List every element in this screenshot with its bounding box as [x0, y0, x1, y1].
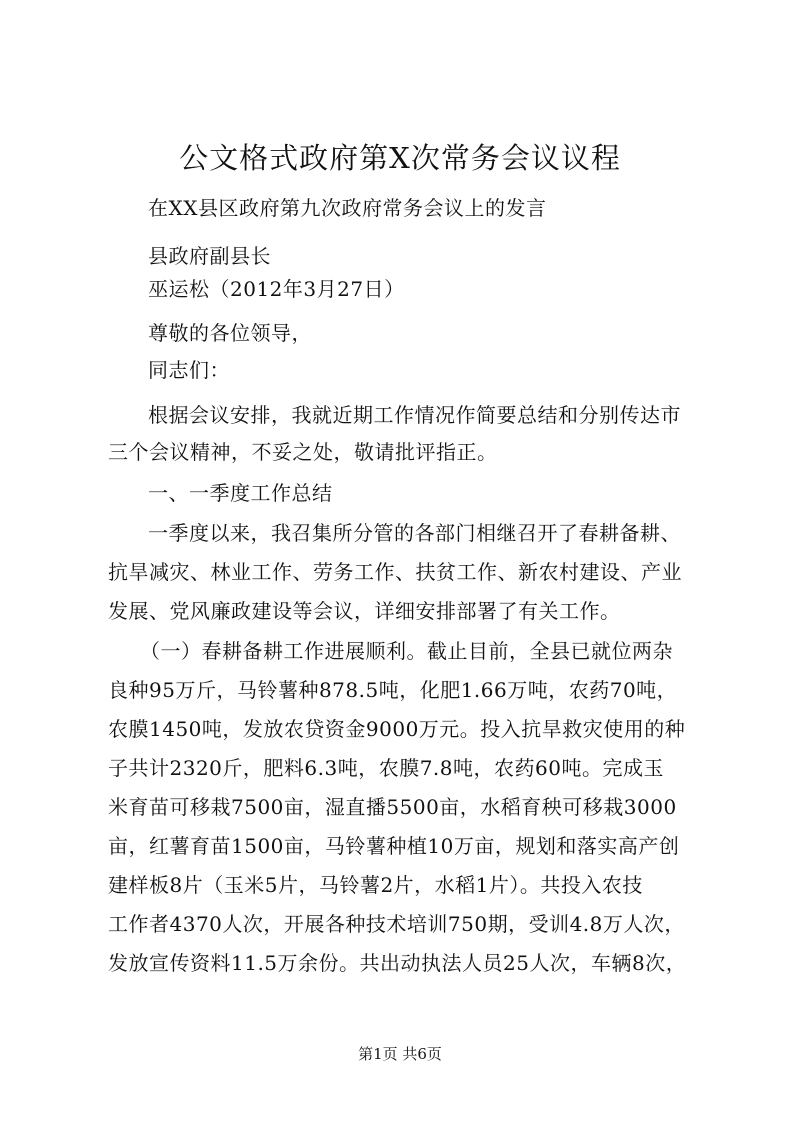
- page-number-footer: 第1页 共6页: [358, 1045, 442, 1063]
- text-line: 三个会议精神，不妥之处，敬请批评指正。: [108, 440, 498, 464]
- text-line: 县政府副县长: [148, 244, 271, 268]
- text-line: 良种95万斤，马铃薯种878.5吨，化肥1.66万吨，农药70吨，: [108, 678, 678, 702]
- text-line: 发放宣传资料11.5万余份。共出动执法人员25人次，车辆8次，: [108, 951, 687, 975]
- section-heading: 一、一季度工作总结: [148, 481, 333, 505]
- text-line: 建样板8片（玉米5片，马铃薯2片，水稻1片）。共投入农技: [108, 873, 643, 897]
- text-line: 工作者4370人次，开展各种技术培训750期，受训4.8万人次，: [108, 912, 685, 936]
- text-line: 子共计2320斤，肥料6.3吨，农膜7.8吨，农药60吨。完成玉: [108, 756, 664, 780]
- text-line: 在XX县区政府第九次政府常务会议上的发言: [148, 196, 547, 220]
- text-line: 根据会议安排，我就近期工作情况作简要总结和分别传达市: [148, 403, 681, 427]
- text-line: （一）春耕备耕工作进展顺利。截止目前，全县已就位两杂: [140, 639, 673, 663]
- text-line: 同志们：: [148, 358, 230, 382]
- text-line: 亩，红薯育苗1500亩，马铃薯种植10万亩，规划和落实高产创: [108, 834, 680, 858]
- text-line: 一季度以来，我召集所分管的各部门相继召开了春耕备耕、: [148, 521, 681, 545]
- text-line: 抗旱减灾、林业工作、劳务工作、扶贫工作、新农村建设、产业: [108, 560, 682, 584]
- text-line: 米育苗可移栽7500亩，湿直播5500亩，水稻育秧可移栽3000: [108, 795, 677, 819]
- document-title: 公文格式政府第X次常务会议议程: [179, 141, 621, 175]
- text-line: 农膜1450吨，发放农贷资金9000万元。投入抗旱救灾使用的种: [108, 717, 686, 741]
- text-line: 巫运松（2012年3月27日）: [148, 277, 405, 301]
- text-line: 发展、党风廉政建设等会议，详细安排部署了有关工作。: [108, 599, 621, 623]
- text-line: 尊敬的各位领导，: [148, 321, 312, 345]
